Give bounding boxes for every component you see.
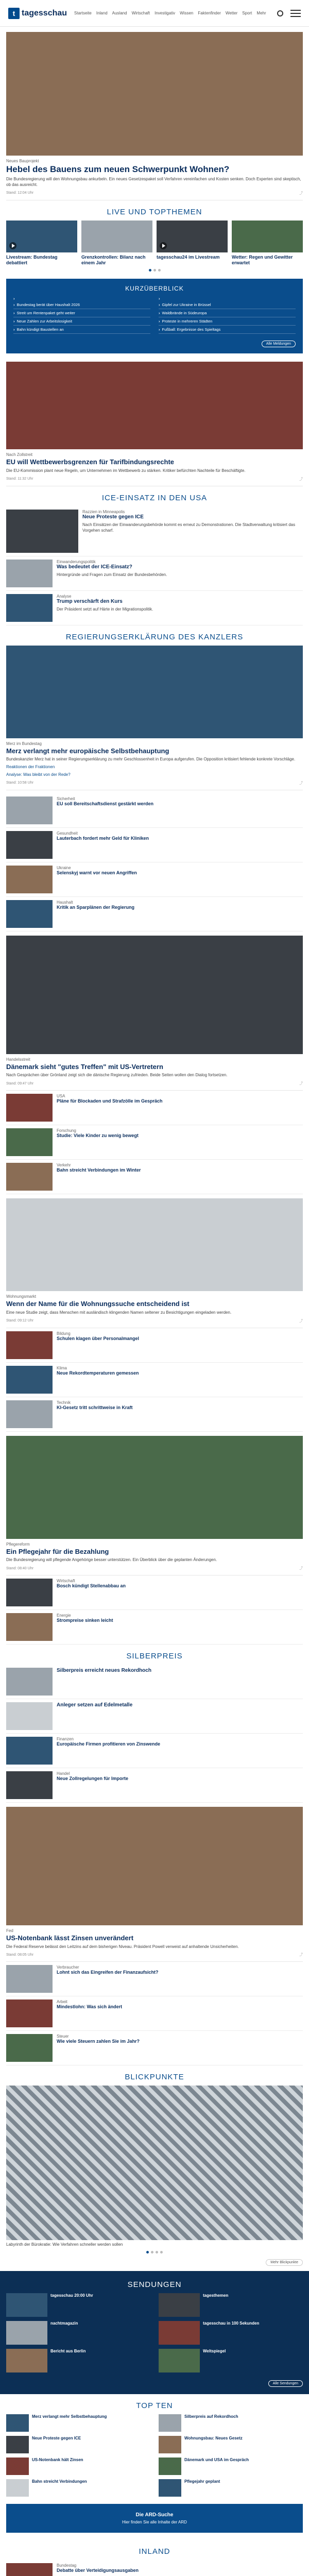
topten-thumb[interactable] bbox=[159, 2436, 181, 2453]
list-item[interactable] bbox=[6, 1363, 303, 1397]
lead-teaser: Die Bundesregierung will den Wohnungsbau ankurbeln. Ein neues Gesetzespaket soll Verfahren vereinfachen und Kosten senken. Doch Experten sind skeptisch, ob das ausreicht. bbox=[6, 177, 301, 188]
nav-item[interactable]: Startseite bbox=[74, 11, 92, 15]
story-4-image[interactable] bbox=[6, 1198, 303, 1291]
kurz-item[interactable]: › Streit um Rentenpaket geht weiter bbox=[13, 309, 150, 317]
share-icon[interactable]: ⤴ bbox=[299, 1953, 303, 1957]
list-kicker: Klima bbox=[57, 1365, 67, 1370]
list-kicker: Handel bbox=[57, 1771, 70, 1776]
share-icon[interactable]: ⤴ bbox=[299, 191, 303, 195]
ard-banner[interactable] bbox=[6, 2504, 303, 2533]
topten-item[interactable] bbox=[6, 2436, 150, 2453]
story-3-meta bbox=[6, 1081, 303, 1091]
ice-item-title[interactable]: Was bedeutet der ICE-Einsatz? bbox=[57, 564, 132, 570]
inland-section bbox=[0, 2540, 309, 2576]
inland-title: INLAND bbox=[139, 2547, 170, 2556]
sendung-title[interactable]: tagesschau in 100 Sekunden bbox=[203, 2321, 260, 2326]
list-item[interactable] bbox=[6, 1610, 303, 1645]
topten-item[interactable] bbox=[6, 2414, 150, 2432]
story-3-title[interactable]: Dänemark sieht "gutes Treffen" mit US-Vertretern bbox=[6, 1062, 163, 1071]
list-title[interactable]: Kritik an Sparplänen der Regierung bbox=[57, 904, 135, 910]
kurz-item[interactable]: › Waldbrände in Südeuropa bbox=[159, 309, 296, 317]
sendungen-grid bbox=[6, 2293, 303, 2372]
list-kicker: Verbraucher bbox=[57, 1965, 79, 1970]
kanzler-meta bbox=[6, 781, 303, 790]
list-kicker: Verkehr bbox=[57, 1163, 71, 1168]
list-title[interactable]: Studie: Viele Kinder zu wenig bewegt bbox=[57, 1133, 139, 1139]
kanzler-headline[interactable]: Merz verlangt mehr europäische Selbstbehauptung bbox=[6, 747, 169, 755]
nav-item[interactable]: Faktenfinder bbox=[198, 11, 221, 15]
topten-item-title[interactable]: Bahn streicht Verbindungen bbox=[32, 2479, 87, 2484]
boerse-thumb[interactable] bbox=[6, 1668, 53, 1696]
share-icon[interactable]: ⤴ bbox=[299, 477, 303, 481]
list-item[interactable] bbox=[6, 828, 303, 862]
sendung-thumb[interactable] bbox=[159, 2321, 200, 2345]
sendung-thumb[interactable] bbox=[6, 2293, 47, 2317]
list-title[interactable]: Schulen klagen über Personalmangel bbox=[57, 1335, 140, 1341]
topten-item[interactable] bbox=[6, 2458, 150, 2475]
list-kicker: Steuer bbox=[57, 2034, 69, 2039]
story-6-teaser: Die Federal Reserve belässt den Leitzins auf dem bisherigen Niveau. Präsident Powell verweist auf anhaltende Unsicherheiten. bbox=[6, 1944, 239, 1949]
ice-teaser: Hintergründe und Fragen zum Einsatz der Bundesbehörden. bbox=[57, 572, 167, 578]
inland-thumb[interactable] bbox=[6, 2563, 53, 2576]
ice-item[interactable] bbox=[6, 591, 303, 625]
topten-item[interactable] bbox=[159, 2414, 303, 2432]
sendung-title[interactable]: nachtmagazin bbox=[50, 2321, 78, 2326]
list-thumb[interactable] bbox=[6, 1737, 53, 1765]
ice-teaser: Der Präsident setzt auf Härte in der Migrationspolitik. bbox=[57, 607, 153, 612]
topten-thumb[interactable] bbox=[6, 2479, 29, 2497]
topten-item-title[interactable]: Neue Proteste gegen ICE bbox=[32, 2436, 81, 2441]
news-list-2 bbox=[0, 1091, 309, 1194]
sendung-title[interactable]: tagesschau 20:00 Uhr bbox=[50, 2293, 93, 2298]
list-kicker: Arbeit bbox=[57, 1999, 67, 2005]
sendung-item[interactable] bbox=[6, 2321, 150, 2345]
topten-item-title[interactable]: Pflegejahr geplant bbox=[184, 2479, 220, 2484]
share-icon[interactable]: ⤴ bbox=[299, 1567, 303, 1571]
list-item[interactable] bbox=[6, 1768, 303, 1803]
list-item[interactable] bbox=[6, 2031, 303, 2065]
list-title[interactable]: Wie viele Steuern zahlen Sie im Jahr? bbox=[57, 2039, 140, 2044]
logo[interactable] bbox=[8, 8, 67, 19]
live-title: LIVE UND TOPTHEMEN bbox=[107, 207, 202, 216]
topten-item-title[interactable]: Merz verlangt mehr Selbstbehauptung bbox=[32, 2414, 107, 2419]
live-card-title[interactable]: Livestream: Bundestag debattiert bbox=[6, 254, 58, 266]
list-thumb[interactable] bbox=[6, 1094, 53, 1122]
news-list-4 bbox=[0, 1575, 309, 1645]
topten-thumb[interactable] bbox=[159, 2414, 181, 2432]
ice-item[interactable] bbox=[6, 506, 303, 556]
sendung-title[interactable]: Bericht aus Berlin bbox=[50, 2349, 86, 2354]
story-2-title[interactable]: EU will Wettbewerbsgrenzen für Tarifbindungsrechte bbox=[6, 458, 175, 466]
kurz-item[interactable]: › › Bundestag berät über Haushalt 2026 bbox=[13, 301, 150, 309]
list-kicker: Energie bbox=[57, 1613, 71, 1618]
list-kicker: Bildung bbox=[57, 1331, 71, 1336]
logo-icon: t bbox=[8, 8, 20, 19]
topten-item-title[interactable]: Silberpreis auf Rekordhoch bbox=[184, 2414, 238, 2419]
topten-thumb[interactable] bbox=[6, 2436, 29, 2453]
topten-item[interactable] bbox=[159, 2436, 303, 2453]
news-list-5 bbox=[0, 1734, 309, 1803]
story-2-kicker: Nach Zollstreit bbox=[6, 452, 33, 457]
lead-meta bbox=[6, 191, 303, 200]
ice-item-title[interactable]: Trump verschärft den Kurs bbox=[57, 598, 123, 604]
live-cards bbox=[6, 221, 303, 266]
sendung-item[interactable] bbox=[6, 2293, 150, 2317]
list-title[interactable]: Bosch kündigt Stellenabbau an bbox=[57, 1583, 126, 1589]
list-title[interactable]: Neue Rekordtemperaturen gemessen bbox=[57, 1370, 139, 1376]
list-title[interactable]: Lauterbach fordert mehr Geld für Kliniken bbox=[57, 835, 149, 841]
live-image[interactable] bbox=[157, 221, 228, 252]
list-kicker: Gesundheit bbox=[57, 831, 78, 836]
kanzler-title: REGIERUNGSERKLÄRUNG DES KANZLERS bbox=[65, 632, 244, 641]
boerse-item-title[interactable]: Anleger setzen auf Edelmetalle bbox=[57, 1702, 133, 1708]
boerse-item[interactable] bbox=[6, 1699, 303, 1734]
play-icon[interactable] bbox=[9, 242, 16, 249]
boerse-thumb[interactable] bbox=[6, 1702, 53, 1730]
story-3[interactable] bbox=[0, 931, 309, 1091]
inland-item-title[interactable]: Debatte über Verteidigungsausgaben bbox=[57, 2568, 139, 2573]
story-3-teaser: Nach Gesprächen über Grönland zeigt sich die dänische Regierung zufrieden. Beide Seiten wollen den Dialog fortsetzen. bbox=[6, 1073, 228, 1078]
topten-thumb[interactable] bbox=[159, 2479, 181, 2497]
ice-section bbox=[0, 486, 309, 625]
list-thumb[interactable] bbox=[6, 1771, 53, 1799]
live-image[interactable] bbox=[81, 221, 152, 252]
list-kicker: USA bbox=[57, 1094, 65, 1099]
live-card[interactable] bbox=[157, 221, 228, 266]
story-3-time: Stand: 09:47 Uhr bbox=[6, 1081, 33, 1086]
list-item[interactable] bbox=[6, 1996, 303, 2031]
sendung-item[interactable] bbox=[159, 2349, 303, 2372]
list-title[interactable]: EU soll Bereitschaftsdienst gestärkt werden bbox=[57, 801, 154, 806]
kurz-item[interactable]: › Bahn kündigt Baustellen an bbox=[13, 326, 150, 334]
list-item[interactable] bbox=[6, 793, 303, 828]
live-image[interactable] bbox=[6, 221, 77, 252]
boerse-title: SILBERPREIS bbox=[126, 1652, 183, 1661]
nav-item[interactable]: Mehr bbox=[256, 11, 266, 15]
share-icon[interactable]: ⤴ bbox=[299, 1319, 303, 1323]
list-kicker: Technik bbox=[57, 1400, 71, 1405]
live-card[interactable] bbox=[81, 221, 152, 266]
lead-title[interactable]: Hebel des Bauens zum neuen Schwerpunkt Wohnen? bbox=[6, 164, 230, 174]
sendung-title[interactable]: Weltspiegel bbox=[203, 2349, 226, 2354]
list-thumb[interactable] bbox=[6, 1331, 53, 1359]
list-item[interactable] bbox=[6, 1734, 303, 1768]
kanzler-teaser: Bundeskanzler Merz hat in seiner Regierungserklärung zu mehr Geschlossenheit in Europa aufgerufen. Die Opposition kritisiert fehlende konkrete Vorschläge. bbox=[6, 757, 296, 762]
sendungen-title: SENDUNGEN bbox=[127, 2280, 182, 2290]
list-kicker: Forschung bbox=[57, 1128, 76, 1133]
story-2[interactable] bbox=[0, 358, 309, 486]
share-icon[interactable]: ⤴ bbox=[299, 1082, 303, 1086]
boerse-item-title[interactable]: Silberpreis erreicht neues Rekordhoch bbox=[57, 1668, 151, 1674]
sendung-thumb[interactable] bbox=[6, 2349, 47, 2372]
list-thumb[interactable] bbox=[6, 1400, 53, 1428]
story-4-meta bbox=[6, 1318, 303, 1328]
nav-item[interactable]: Inland bbox=[96, 11, 108, 15]
kurz-item[interactable]: › Fußball: Ergebnisse des Spieltags bbox=[159, 326, 296, 334]
sendung-thumb[interactable] bbox=[159, 2293, 200, 2317]
topten-thumb[interactable] bbox=[6, 2458, 29, 2475]
sendung-title[interactable]: tagesthemen bbox=[203, 2293, 229, 2298]
menu-icon[interactable] bbox=[290, 10, 301, 17]
kanzler-time: Stand: 10:58 Uhr bbox=[6, 781, 33, 785]
lead-time: Stand: 12:04 Uhr bbox=[6, 191, 33, 195]
ice-thumb[interactable] bbox=[6, 594, 53, 622]
list-title[interactable]: Bahn streicht Verbindungen im Winter bbox=[57, 1167, 141, 1173]
kanzler-section bbox=[0, 625, 309, 790]
blick-title: BLICKPUNKTE bbox=[125, 2073, 184, 2082]
sendung-thumb[interactable] bbox=[159, 2349, 200, 2372]
list-thumb[interactable] bbox=[6, 1579, 53, 1606]
topten-item-title[interactable]: US-Notenbank hält Zinsen bbox=[32, 2458, 83, 2463]
list-thumb[interactable] bbox=[6, 1999, 53, 2027]
list-thumb[interactable] bbox=[6, 2034, 53, 2062]
list-thumb[interactable] bbox=[6, 1128, 53, 1156]
list-item[interactable] bbox=[6, 1575, 303, 1610]
kurz-item[interactable]: › Neue Zahlen zur Arbeitslosigkeit bbox=[13, 317, 150, 326]
story-6-kicker: Fed bbox=[6, 1928, 13, 1934]
blick-image[interactable] bbox=[6, 2086, 303, 2240]
live-image[interactable] bbox=[232, 221, 303, 252]
topten-item[interactable] bbox=[159, 2458, 303, 2475]
live-card[interactable] bbox=[232, 221, 303, 266]
topten-item[interactable] bbox=[6, 2479, 150, 2497]
list-item[interactable] bbox=[6, 1160, 303, 1194]
list-kicker: Ukraine bbox=[57, 865, 71, 870]
sendung-item[interactable] bbox=[159, 2293, 303, 2317]
kurz-title: KURZÜBERBLICK bbox=[125, 285, 184, 293]
story-3-image[interactable] bbox=[6, 936, 303, 1054]
nav-item[interactable]: Ausland bbox=[112, 11, 127, 15]
list-thumb[interactable] bbox=[6, 831, 53, 859]
boerse-item[interactable] bbox=[6, 1665, 303, 1699]
story-2-meta bbox=[6, 477, 303, 486]
story-5-teaser: Die Bundesregierung will pflegende Angehörige besser unterstützen. Ein Überblick über die geplanten Änderungen. bbox=[6, 1557, 217, 1563]
boerse-section bbox=[0, 1645, 309, 1734]
list-kicker: Wirtschaft bbox=[57, 1579, 75, 1584]
carousel-dots[interactable] bbox=[6, 266, 303, 275]
ice-item[interactable] bbox=[6, 556, 303, 591]
story-5[interactable] bbox=[0, 1432, 309, 1575]
topten-item-title[interactable]: Dänemark und USA im Gespräch bbox=[184, 2458, 249, 2463]
list-title[interactable]: Pläne für Blockaden und Strafzölle im Gespräch bbox=[57, 1098, 163, 1104]
story-2-image[interactable] bbox=[6, 362, 303, 449]
story-5-image[interactable] bbox=[6, 1436, 303, 1539]
kanzler-image[interactable] bbox=[6, 646, 303, 738]
live-card-title[interactable]: Wetter: Regen und Gewitter erwartet bbox=[232, 254, 293, 266]
banner-title: Die ARD-Suche bbox=[135, 2512, 174, 2518]
list-item[interactable] bbox=[6, 1125, 303, 1160]
kurz-box bbox=[6, 279, 303, 353]
ice-teaser: Nach Einsätzen der Einwanderungsbehörde kommt es erneut zu Demonstrationen. Die Stadtverwaltung kritisiert das Vorgehen scharf. bbox=[82, 522, 296, 533]
list-kicker: Finanzen bbox=[57, 1737, 74, 1742]
ice-kicker: Razzien in Minneapolis bbox=[82, 509, 125, 514]
list-thumb[interactable] bbox=[6, 1965, 53, 1993]
blick-section bbox=[0, 2065, 309, 2271]
ice-kicker: Einwanderungspolitik bbox=[57, 559, 96, 564]
list-thumb[interactable] bbox=[6, 1163, 53, 1191]
story-2-teaser: Die EU-Kommission plant neue Regeln, um Unternehmen im Wettbewerb zu stärken. Kritiker befürchten Nachteile für Beschäftigte. bbox=[6, 468, 246, 473]
main-nav bbox=[74, 11, 270, 15]
kurz-item[interactable]: › › Gipfel zur Ukraine in Brüssel bbox=[159, 301, 296, 309]
story-4-teaser: Eine neue Studie zeigt, dass Menschen mit ausländisch klingenden Namen seltener zu Besichtigungen eingeladen werden. bbox=[6, 1310, 232, 1315]
live-card[interactable] bbox=[6, 221, 77, 266]
list-item[interactable] bbox=[6, 1397, 303, 1432]
news-list-6 bbox=[0, 1962, 309, 2065]
list-kicker: Haushalt bbox=[57, 900, 73, 905]
kurz-lists bbox=[13, 296, 296, 334]
lead-story[interactable] bbox=[0, 27, 309, 200]
story-5-kicker: Pflegereform bbox=[6, 1541, 30, 1547]
sendung-item[interactable] bbox=[159, 2321, 303, 2345]
list-item[interactable] bbox=[6, 897, 303, 931]
topten-title: TOP TEN bbox=[136, 2401, 173, 2411]
list-item[interactable] bbox=[6, 1091, 303, 1125]
banner-text: Hier finden Sie alle Inhalte der ARD bbox=[122, 2520, 187, 2525]
story-4-time: Stand: 09:12 Uhr bbox=[6, 1319, 33, 1323]
nav-item[interactable]: Wirtschaft bbox=[131, 11, 150, 15]
topten-thumb[interactable] bbox=[6, 2414, 29, 2432]
list-item[interactable] bbox=[6, 1962, 303, 1996]
story-6[interactable] bbox=[0, 1803, 309, 1962]
ice-thumb[interactable] bbox=[6, 510, 78, 553]
list-title[interactable]: Selenskyj warnt vor neuen Angriffen bbox=[57, 870, 137, 875]
news-list-1 bbox=[0, 790, 309, 931]
lead-kicker: Neues Bauprojekt bbox=[6, 159, 39, 163]
top-bar bbox=[0, 0, 309, 27]
topten-section bbox=[0, 2394, 309, 2497]
story-4[interactable] bbox=[0, 1194, 309, 1328]
list-thumb[interactable] bbox=[6, 866, 53, 893]
topten-thumb[interactable] bbox=[159, 2458, 181, 2475]
sendung-item[interactable] bbox=[6, 2349, 150, 2372]
list-thumb[interactable] bbox=[6, 900, 53, 928]
story-5-meta bbox=[6, 1566, 303, 1575]
nav-item[interactable]: Wetter bbox=[225, 11, 238, 15]
search-icon[interactable] bbox=[277, 10, 283, 16]
story-3-kicker: Handelsstreit bbox=[6, 1057, 30, 1062]
blick-button[interactable]: Mehr Blickpunkte bbox=[266, 2259, 303, 2266]
kanzler-link[interactable]: Reaktionen der Fraktionen bbox=[6, 765, 55, 770]
kanzler-link[interactable]: Analyse: Was bleibt von der Rede? bbox=[6, 772, 71, 777]
list-kicker: Sicherheit bbox=[57, 796, 75, 801]
list-thumb[interactable] bbox=[6, 1366, 53, 1394]
story-4-kicker: Wohnungsmarkt bbox=[6, 1294, 37, 1299]
story-6-image[interactable] bbox=[6, 1807, 303, 1925]
list-title[interactable]: KI-Gesetz tritt schrittweise in Kraft bbox=[57, 1404, 133, 1410]
topten-grid bbox=[6, 2414, 303, 2497]
topten-item-title[interactable]: Wohnungsbau: Neues Gesetz bbox=[184, 2436, 243, 2441]
play-icon[interactable] bbox=[160, 242, 167, 249]
carousel-dots[interactable] bbox=[6, 2248, 303, 2257]
blick-caption: Labyrinth der Bürokratie: Wie Verfahren schneller werden sollen bbox=[6, 2242, 123, 2247]
ice-item-title[interactable]: Neue Proteste gegen ICE bbox=[82, 514, 144, 520]
list-title[interactable]: Mindestlohn: Was sich ändert bbox=[57, 2004, 123, 2010]
live-card-title[interactable]: Grenzkontrollen: Bilanz nach einem Jahr bbox=[81, 254, 146, 266]
lead-image[interactable] bbox=[6, 32, 303, 156]
nav-item[interactable]: Sport bbox=[242, 11, 252, 15]
inland-kicker: Bundestag bbox=[57, 2563, 77, 2568]
inland-item[interactable] bbox=[6, 2560, 303, 2576]
story-6-meta bbox=[6, 1952, 303, 1962]
sendungen-section bbox=[0, 2271, 309, 2394]
list-title[interactable]: Strompreise sinken leicht bbox=[57, 1618, 113, 1623]
ice-title: ICE-EINSATZ IN DEN USA bbox=[101, 493, 208, 502]
story-6-time: Stand: 08:05 Uhr bbox=[6, 1953, 33, 1957]
story-2-time: Stand: 11:32 Uhr bbox=[6, 477, 33, 481]
list-thumb[interactable] bbox=[6, 796, 53, 824]
logo-text: tagesschau bbox=[22, 8, 67, 18]
list-title[interactable]: Neue Zollregelungen für Importe bbox=[57, 1776, 129, 1782]
story-5-title[interactable]: Ein Pflegejahr für die Bezahlung bbox=[6, 1547, 109, 1555]
list-item[interactable] bbox=[6, 1328, 303, 1363]
nav-item[interactable]: Wissen bbox=[180, 11, 194, 15]
ice-kicker: Analyse bbox=[57, 594, 72, 599]
news-list-3 bbox=[0, 1328, 309, 1432]
story-6-title[interactable]: US-Notenbank lässt Zinsen unverändert bbox=[6, 1934, 134, 1942]
topten-item[interactable] bbox=[159, 2479, 303, 2497]
live-section bbox=[0, 200, 309, 275]
nav-item[interactable]: Investigativ bbox=[154, 11, 176, 15]
kanzler-kicker: Merz im Bundestag bbox=[6, 741, 42, 746]
live-card-title[interactable]: tagesschau24 im Livestream bbox=[157, 254, 220, 260]
list-title[interactable]: Lohnt sich das Eingreifen der Finanzaufsicht? bbox=[57, 1970, 159, 1975]
list-thumb[interactable] bbox=[6, 1613, 53, 1641]
list-title[interactable]: Europäische Firmen profitieren von Zinswende bbox=[57, 1741, 161, 1747]
kurz-button[interactable]: Alle Meldungen bbox=[262, 341, 296, 347]
story-4-title[interactable]: Wenn der Name für die Wohnungssuche entscheidend ist bbox=[6, 1300, 190, 1308]
share-icon[interactable]: ⤴ bbox=[299, 781, 303, 785]
list-item[interactable] bbox=[6, 862, 303, 897]
ice-thumb[interactable] bbox=[6, 560, 53, 587]
kurz-item[interactable]: › Proteste in mehreren Städten bbox=[159, 317, 296, 326]
story-5-time: Stand: 08:40 Uhr bbox=[6, 1566, 33, 1570]
sendungen-button[interactable]: Alle Sendungen bbox=[268, 2380, 303, 2387]
sendung-thumb[interactable] bbox=[6, 2321, 47, 2345]
